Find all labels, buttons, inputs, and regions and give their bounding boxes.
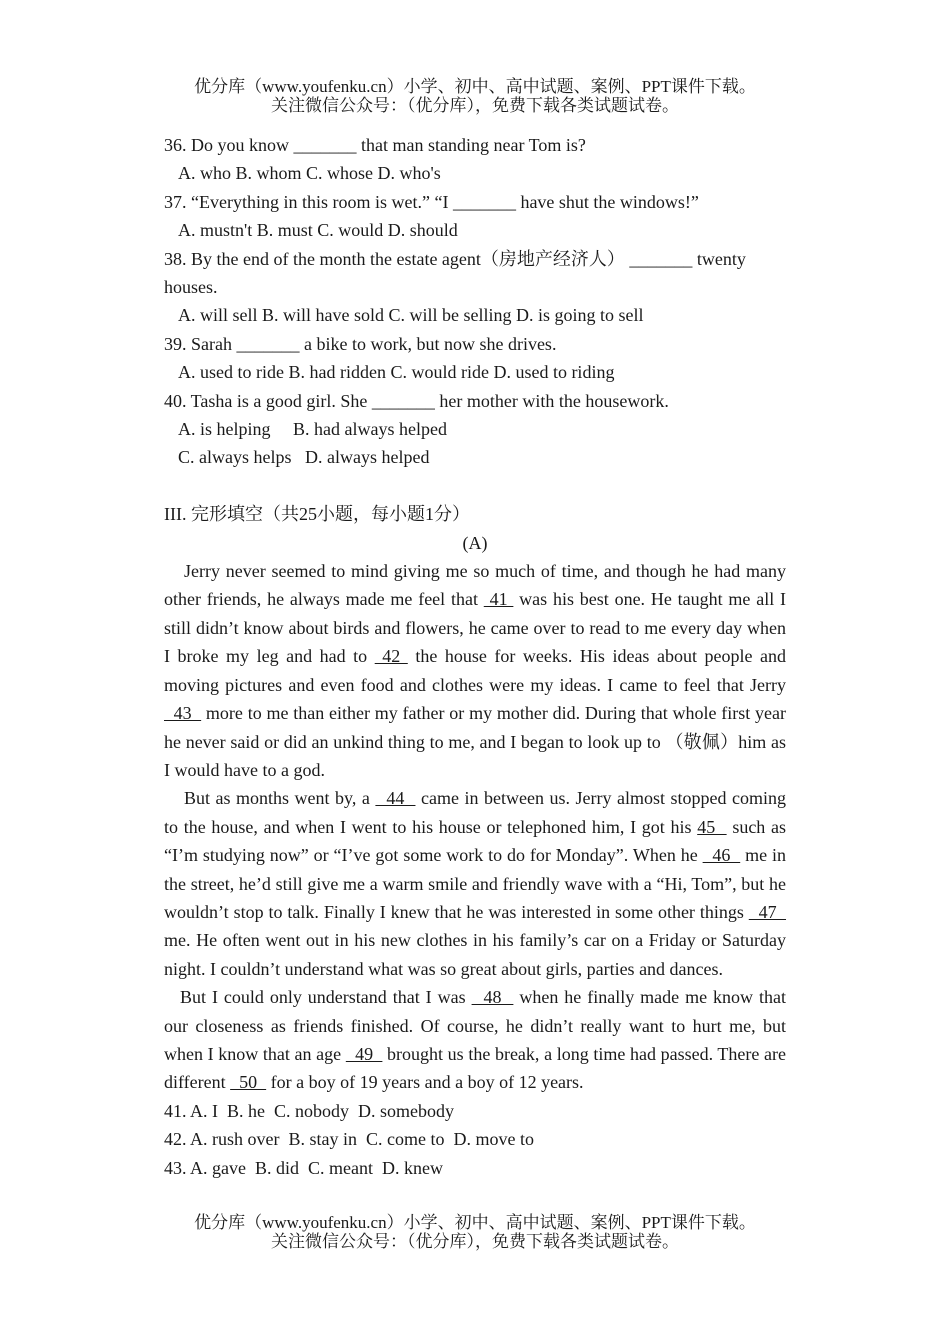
passage-text: when he finally made me know that our closeness as friends finished. Of course, he didn’t really want to hurt me, but when I know that an age — [164, 987, 786, 1064]
passage-text: me. He often went out in his new clothes in his family’s car on a Friday or Saturday night. I couldn’t understand what was so great about girls, parties and dances. — [164, 930, 786, 979]
passage-paragraph-3 — [164, 983, 786, 1097]
passage-text: more to me than either my father or my mother did. During that whole first year he never said or did an unkind thing to me, and I began to look up to （敬佩）him as I would have to a god. — [164, 703, 786, 780]
blank-46: 46 — [702, 845, 741, 866]
question-37: 37. “Everything in this room is wet.” “I _______ have shut the windows!” — [164, 191, 699, 212]
passage-text: for a boy of 19 years and a boy of 12 years. — [266, 1072, 584, 1093]
page-header — [0, 77, 950, 115]
passage-text: But as months went by, a — [184, 788, 376, 809]
blank-45: 45 — [697, 816, 727, 837]
passage-text: Jerry never seemed to mind giving me so much of time, and though he had many other friends, he always made me feel that — [164, 561, 786, 610]
document-body — [164, 131, 786, 1182]
question-38-line-1: 38. By the end of the month the estate agent（房地产经济人） _______ twenty — [164, 248, 746, 269]
passage-text: came in between us. Jerry almost stopped coming to the house, and when I went to his house or telephoned him, I got his — [164, 788, 786, 837]
blank-43: 43 — [164, 703, 202, 724]
section-3-title: III. 完形填空（共25小题，每小题1分） — [164, 504, 470, 525]
passage-text: brought us the break, a long time had passed. There are different — [164, 1043, 787, 1093]
blank-42: 42 — [374, 646, 408, 667]
question-37-options: A. mustn't B. must C. would D. should — [178, 220, 458, 241]
cloze-question-41: 41. A. I B. he C. nobody D. somebody — [164, 1100, 454, 1121]
footer-line-1: 优分库（www.youfenku.cn）小学、初中、高中试题、案例、PPT课件下载。 — [194, 1213, 756, 1232]
question-40-options-row-2: C. always helps D. always helped — [178, 447, 430, 468]
passage-text: But I could only understand that I was — [180, 987, 472, 1008]
blank-50: 50 — [230, 1072, 267, 1093]
spacer — [164, 472, 786, 500]
question-39: 39. Sarah _______ a bike to work, but now she drives. — [164, 333, 557, 354]
passage-text: such as “I’m studying now” or “I’ve got some work to do for Monday”. When he — [164, 816, 787, 866]
blank-41: 41 — [483, 589, 514, 610]
passage-text: was his best one. He taught me all I still didn’t know about birds and flowers, he came over to read to me every day when I broke my leg and had to — [164, 589, 787, 667]
blank-44: 44 — [375, 788, 416, 809]
cloze-question-42: 42. A. rush over B. stay in C. come to D. move to — [164, 1129, 534, 1150]
footer-line-2: 关注微信公众号：（优分库），免费下载各类试题试卷。 — [271, 1232, 679, 1251]
passage-paragraph-1 — [164, 557, 786, 784]
header-line-2: 关注微信公众号：（优分库），免费下载各类试题试卷。 — [271, 96, 679, 115]
passage-part-label: (A) — [462, 532, 488, 553]
question-36-options: A. who B. whom C. whose D. who's — [178, 163, 441, 184]
cloze-question-43: 43. A. gave B. did C. meant D. knew — [164, 1157, 443, 1178]
passage-text: me in the street, he’d still give me a warm smile and friendly wave with a “Hi, Tom”, but he wouldn’t stop to talk. Finally I knew that he was interested in some other things — [164, 845, 786, 922]
blank-47: 47 — [748, 901, 787, 922]
passage-text: the house for weeks. His ideas about people and moving pictures and even food and clothes were my ideas. I came to feel that Jerry — [164, 646, 787, 695]
question-36: 36. Do you know _______ that man standing near Tom is? — [164, 135, 586, 155]
question-38-line-2: houses. — [164, 277, 218, 298]
blank-49: 49 — [345, 1043, 383, 1064]
question-40: 40. Tasha is a good girl. She _______ her mother with the housework. — [164, 390, 669, 411]
passage-paragraph-2 — [164, 784, 786, 983]
question-40-options-row-1: A. is helping B. had always helped — [178, 419, 447, 440]
header-line-1: 优分库（www.youfenku.cn）小学、初中、高中试题、案例、PPT课件下载。 — [194, 77, 756, 96]
question-39-options: A. used to ride B. had ridden C. would ride D. used to riding — [178, 362, 615, 383]
blank-48: 48 — [471, 987, 514, 1008]
page-footer — [0, 1213, 950, 1251]
question-38-options: A. will sell B. will have sold C. will be selling D. is going to sell — [178, 305, 644, 326]
